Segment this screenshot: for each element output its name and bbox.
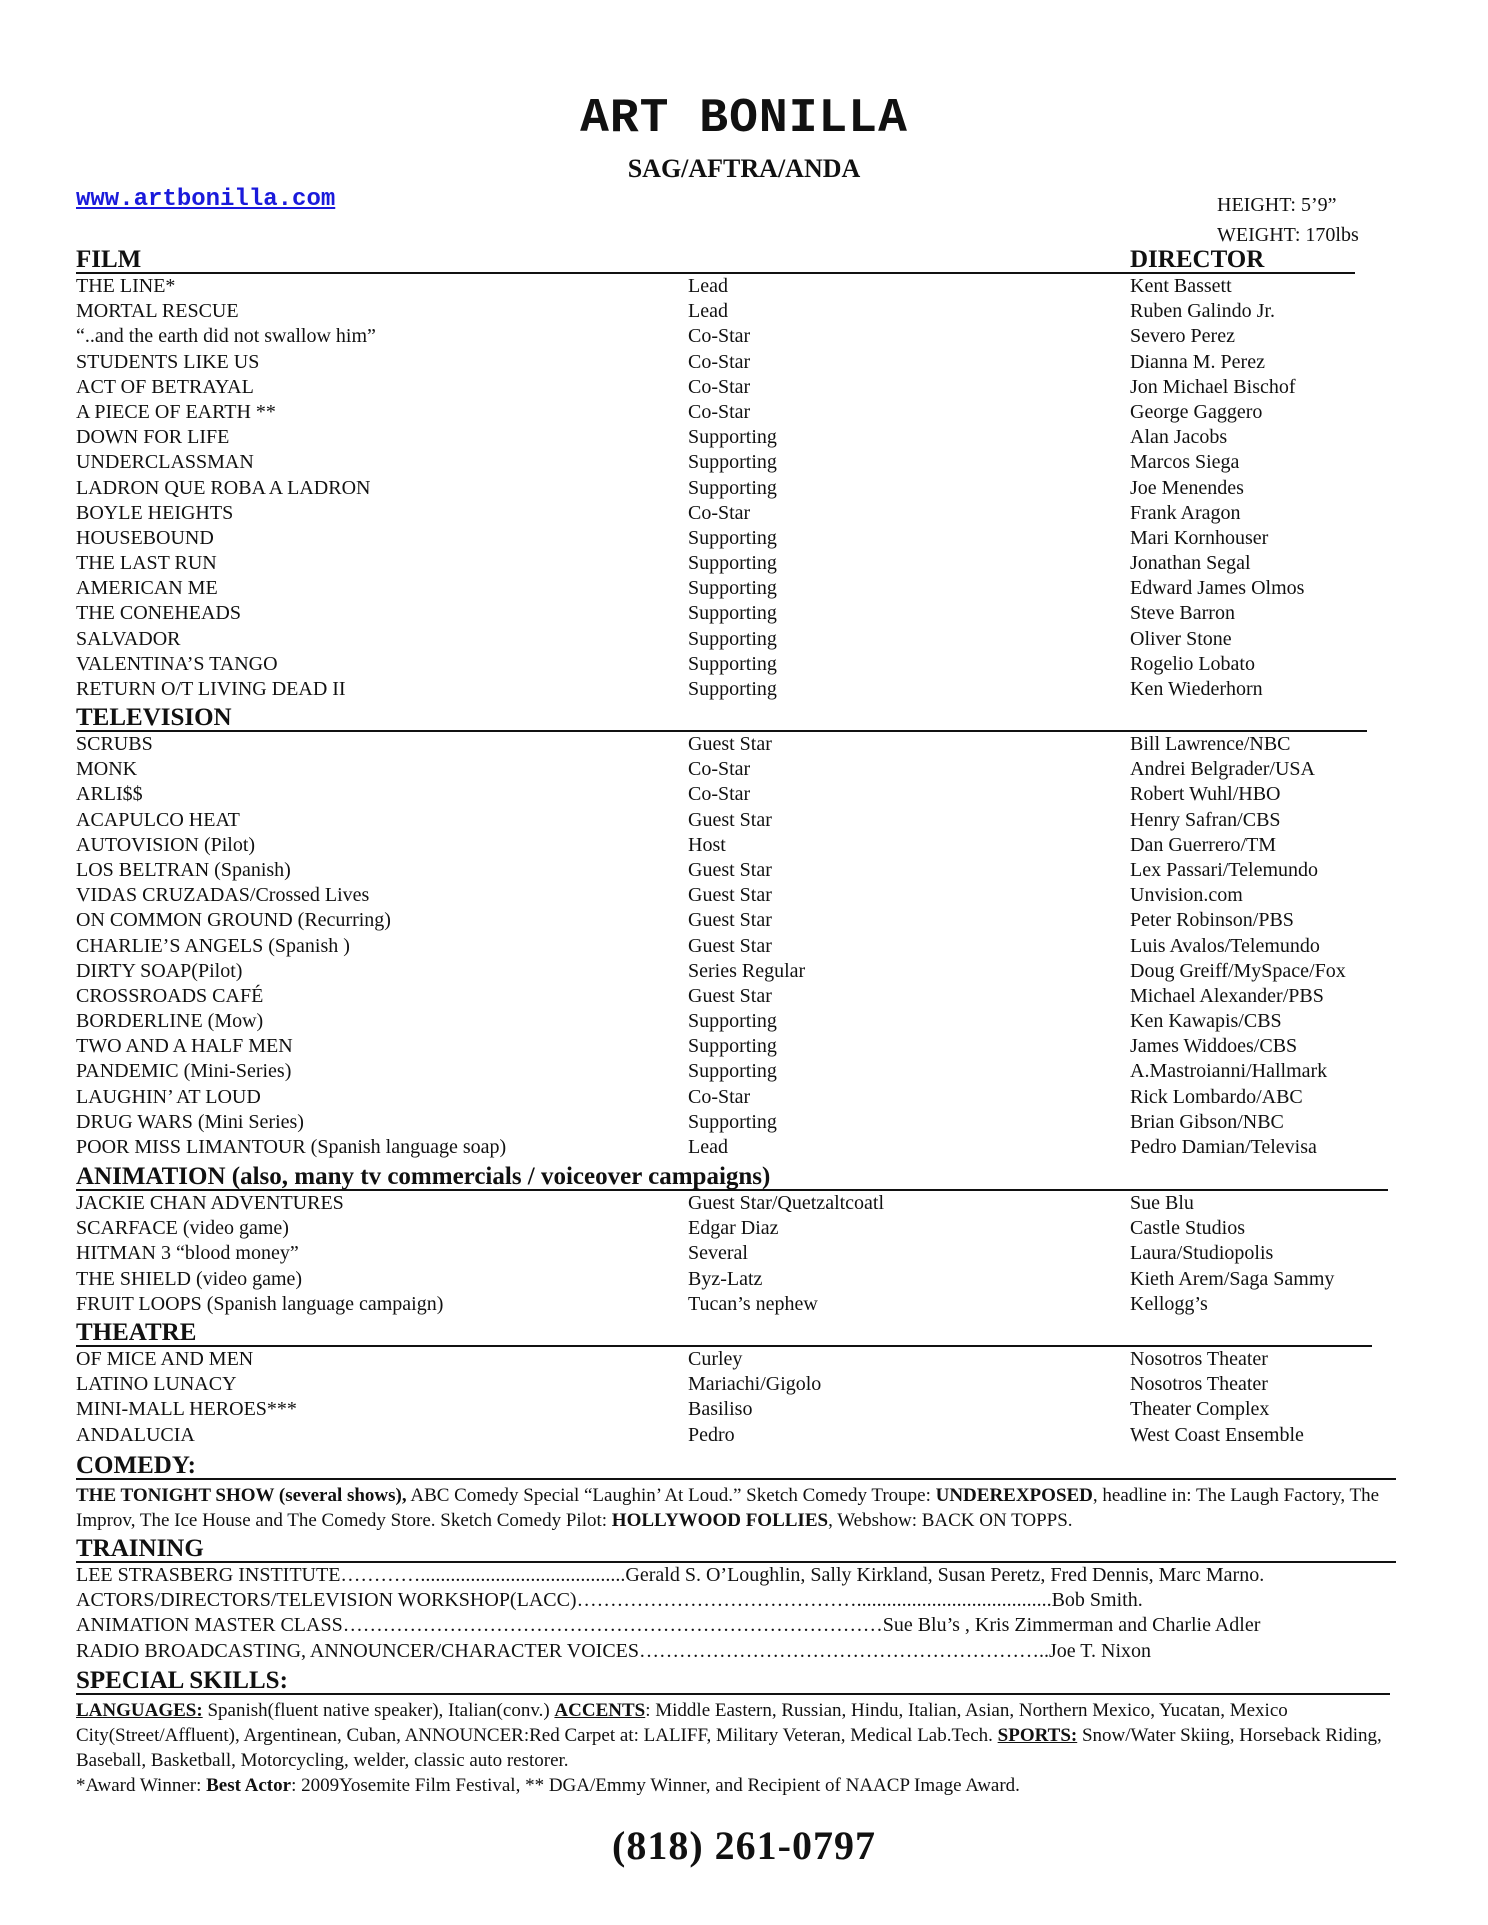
credit-role: Supporting — [688, 1010, 777, 1033]
credit-title: A PIECE OF EARTH ** — [76, 400, 276, 423]
credit-title: OF MICE AND MEN — [76, 1348, 254, 1370]
credit-title: CHARLIE’S ANGELS (Spanish ) — [76, 934, 350, 957]
credit-title: SALVADOR — [76, 627, 181, 650]
television-credit-row — [76, 1135, 1372, 1160]
skills-heading: SPECIAL SKILLS: — [76, 1668, 1390, 1695]
comedy-text-3: , Webshow: BACK ON TOPPS. — [828, 1510, 1073, 1531]
credit-role: Edgar Diaz — [688, 1217, 779, 1240]
training-section — [76, 1536, 1410, 1664]
credit-title: THE SHIELD (video game) — [76, 1267, 303, 1290]
credit-director: Lex Passari/Telemundo — [1130, 858, 1318, 881]
television-credit-row — [76, 934, 1372, 959]
credit-director: George Gaggero — [1130, 400, 1263, 423]
credit-director: Marcos Siega — [1130, 451, 1240, 474]
award-note — [76, 1773, 1416, 1798]
credit-role: Byz-Latz — [688, 1267, 763, 1290]
film-credit-row — [76, 526, 1372, 551]
credit-role: Curley — [688, 1348, 743, 1370]
credit-title: BOYLE HEIGHTS — [76, 501, 234, 524]
credit-director: Unvision.com — [1130, 884, 1243, 907]
credit-title: ACAPULCO HEAT — [76, 808, 240, 831]
credit-director: Jon Michael Bischof — [1130, 375, 1296, 398]
sports-text: Snow/Water Skiing, Horseback Riding, Baseball, Basketball, Motorcycling, welder, classic auto restorer. — [76, 1725, 1382, 1771]
credit-role: Guest Star — [688, 733, 772, 755]
credit-director: Peter Robinson/PBS — [1130, 909, 1294, 932]
credit-title: MINI-MALL HEROES*** — [76, 1398, 297, 1421]
television-credit-row — [76, 883, 1372, 908]
television-credit-row — [76, 1059, 1372, 1084]
credit-director: Dianna M. Perez — [1130, 350, 1265, 373]
film-credit-row — [76, 299, 1372, 324]
comedy-text-2: , headline in: The Laugh Factory, The Improv, The Ice House and The Comedy Store. Sketch Comedy Pilot: — [76, 1485, 1380, 1531]
credit-director: Andrei Belgrader/USA — [1130, 758, 1315, 781]
credit-title: AUTOVISION (Pilot) — [76, 833, 256, 856]
training-item: ANIMATION MASTER CLASS………………………………………………………………………Sue Blu’s , Kris Zimmerman and Charlie Adler — [76, 1614, 1261, 1637]
credit-title: ANDALUCIA — [76, 1423, 195, 1446]
website-link[interactable]: www.artbonilla.com — [76, 186, 336, 213]
credit-title: THE LAST RUN — [76, 552, 217, 575]
theatre-section — [76, 1320, 1372, 1448]
film-credit-row — [76, 274, 1372, 299]
film-credit-row — [76, 627, 1372, 652]
credit-title: VIDAS CRUZADAS/Crossed Lives — [76, 884, 370, 907]
credit-title: ARLI$$ — [76, 783, 143, 806]
credit-role: Pedro — [688, 1423, 735, 1446]
television-heading: TELEVISION — [76, 705, 1367, 732]
credit-director: Brian Gibson/NBC — [1130, 1110, 1284, 1133]
award-suffix: : 2009Yosemite Film Festival, ** DGA/Emmy Winner, and Recipient of NAACP Image Award. — [291, 1775, 1020, 1796]
credit-role: Supporting — [688, 602, 777, 625]
film-credit-row — [76, 576, 1372, 601]
credit-role: Guest Star — [688, 858, 772, 881]
credit-title: FRUIT LOOPS (Spanish language campaign) — [76, 1292, 444, 1315]
credit-role: Guest Star — [688, 909, 772, 932]
credit-role: Co-Star — [688, 1085, 751, 1108]
television-credit-row — [76, 782, 1372, 807]
height-stat: HEIGHT: 5’9” — [1217, 194, 1337, 216]
credit-title: THE LINE* — [76, 275, 176, 297]
credit-role: Supporting — [688, 627, 777, 650]
animation-credit-row — [76, 1241, 1372, 1266]
television-credit-row — [76, 858, 1372, 883]
film-credit-row — [76, 400, 1372, 425]
credit-role: Supporting — [688, 1110, 777, 1133]
comedy-text-1: ABC Comedy Special “Laughin’ At Loud.” Sketch Comedy Troupe: — [406, 1485, 936, 1506]
credit-role: Basiliso — [688, 1398, 753, 1421]
credit-director: Ken Kawapis/CBS — [1130, 1010, 1282, 1033]
credit-director: Mari Kornhouser — [1130, 526, 1269, 549]
theatre-credit-row — [76, 1423, 1372, 1448]
animation-credit-row — [76, 1191, 1372, 1216]
television-credit-row — [76, 833, 1372, 858]
credit-director: Henry Safran/CBS — [1130, 808, 1281, 831]
television-credit-row — [76, 1110, 1372, 1135]
film-credit-row — [76, 677, 1372, 702]
credit-title: PANDEMIC (Mini-Series) — [76, 1060, 292, 1083]
television-credit-row — [76, 1085, 1372, 1110]
animation-section — [76, 1164, 1372, 1317]
credit-director: Alan Jacobs — [1130, 426, 1228, 449]
credit-role: Co-Star — [688, 350, 751, 373]
film-credit-row — [76, 652, 1372, 677]
award-prefix: *Award Winner: — [76, 1775, 207, 1796]
film-credit-row — [76, 324, 1372, 349]
credit-role: Lead — [688, 275, 728, 297]
credit-title: LADRON QUE ROBA A LADRON — [76, 476, 371, 499]
credit-title: TWO AND A HALF MEN — [76, 1035, 293, 1058]
credit-role: Supporting — [688, 652, 777, 675]
credit-director: A.Mastroianni/Hallmark — [1130, 1060, 1328, 1083]
film-credit-row — [76, 350, 1372, 375]
credit-title: HOUSEBOUND — [76, 526, 214, 549]
comedy-bold-3: HOLLYWOOD FOLLIES — [611, 1510, 829, 1531]
credit-title: “..and the earth did not swallow him” — [76, 325, 376, 348]
credit-director: Luis Avalos/Telemundo — [1130, 934, 1320, 957]
languages-label: LANGUAGES: — [76, 1700, 203, 1721]
credit-director: Steve Barron — [1130, 602, 1235, 625]
credit-director: Rick Lombardo/ABC — [1130, 1085, 1303, 1108]
film-credit-row — [76, 601, 1372, 626]
credit-title: BORDERLINE (Mow) — [76, 1010, 264, 1033]
union-affiliations: SAG/AFTRA/ANDA — [627, 154, 861, 183]
credit-role: Supporting — [688, 476, 777, 499]
credit-director: Rogelio Lobato — [1130, 652, 1255, 675]
film-credit-row — [76, 375, 1372, 400]
credit-title: STUDENTS LIKE US — [76, 350, 260, 373]
credit-role: Co-Star — [688, 400, 751, 423]
credit-director: Dan Guerrero/TM — [1130, 833, 1277, 856]
credit-title: MORTAL RESCUE — [76, 300, 239, 323]
weight-stat: WEIGHT: 170lbs — [1217, 224, 1359, 246]
animation-heading: ANIMATION (also, many tv commercials / voiceover campaigns) — [76, 1164, 1388, 1191]
television-credit-row — [76, 1009, 1372, 1034]
film-credit-row — [76, 476, 1372, 501]
animation-credit-row — [76, 1216, 1372, 1241]
television-credit-row — [76, 1034, 1372, 1059]
credit-title: LAUGHIN’ AT LOUD — [76, 1085, 261, 1108]
animation-credits-list — [76, 1191, 1372, 1317]
credit-role: Co-Star — [688, 375, 751, 398]
film-section — [76, 247, 1372, 702]
credit-title: LOS BELTRAN (Spanish) — [76, 858, 291, 881]
skills-section — [76, 1668, 1416, 1798]
credit-title: ON COMMON GROUND (Recurring) — [76, 909, 391, 932]
award-bold: Best Actor — [206, 1775, 292, 1796]
credit-role: Supporting — [688, 678, 777, 700]
film-credit-row — [76, 551, 1372, 576]
credit-director: Kieth Arem/Saga Sammy — [1130, 1267, 1335, 1290]
credit-title: MONK — [76, 758, 138, 781]
credit-title: DOWN FOR LIFE — [76, 426, 230, 449]
credit-director: Doug Greiff/MySpace/Fox — [1130, 959, 1346, 982]
theatre-credits-list — [76, 1347, 1372, 1448]
sports-label: SPORTS: — [997, 1725, 1078, 1746]
credit-role: Co-Star — [688, 783, 751, 806]
comedy-heading: COMEDY: — [76, 1453, 1396, 1480]
television-credit-row — [76, 908, 1372, 933]
credit-role: Series Regular — [688, 959, 806, 982]
physical-stats — [1217, 190, 1359, 250]
credit-director: Jonathan Segal — [1130, 552, 1251, 575]
film-credit-row — [76, 501, 1372, 526]
credit-director: Kellogg’s — [1130, 1292, 1208, 1315]
credit-director: Theater Complex — [1130, 1398, 1270, 1421]
credit-director: Oliver Stone — [1130, 627, 1232, 650]
television-credit-row — [76, 757, 1372, 782]
credit-role: Several — [688, 1242, 748, 1265]
animation-credit-row — [76, 1292, 1372, 1317]
credit-director: Nosotros Theater — [1130, 1348, 1268, 1370]
credit-role: Guest Star — [688, 934, 772, 957]
credit-role: Supporting — [688, 426, 777, 449]
film-credit-row — [76, 450, 1372, 475]
credit-role: Co-Star — [688, 501, 751, 524]
training-item: ACTORS/DIRECTORS/TELEVISION WORKSHOP(LACC)…………………………………….......................................Bob Smith. — [76, 1589, 1143, 1612]
television-credit-row — [76, 984, 1372, 1009]
languages-text: Spanish(fluent native speaker), Italian(conv.) — [202, 1700, 555, 1721]
credit-director: Ken Wiederhorn — [1130, 678, 1263, 700]
credit-director: Bill Lawrence/NBC — [1130, 733, 1291, 755]
television-section — [76, 705, 1372, 1160]
credit-role: Supporting — [688, 1035, 777, 1058]
credit-title: VALENTINA’S TANGO — [76, 652, 278, 675]
television-credits-list — [76, 732, 1372, 1160]
credit-role: Mariachi/Gigolo — [688, 1373, 822, 1396]
television-credit-row — [76, 732, 1372, 757]
training-list — [76, 1563, 1410, 1664]
credit-title: DIRTY SOAP(Pilot) — [76, 959, 243, 982]
credit-director: Michael Alexander/PBS — [1130, 984, 1324, 1007]
comedy-description — [76, 1483, 1410, 1533]
credit-title: RETURN O/T LIVING DEAD II — [76, 678, 346, 700]
film-credits-list — [76, 274, 1372, 702]
credit-title: JACKIE CHAN ADVENTURES — [76, 1192, 344, 1214]
credit-role: Lead — [688, 300, 728, 323]
film-heading-label: FILM — [76, 246, 142, 273]
credit-title: LATINO LUNACY — [76, 1373, 237, 1396]
comedy-section — [76, 1453, 1410, 1533]
credit-director: Pedro Damian/Televisa — [1130, 1136, 1317, 1158]
credit-role: Supporting — [688, 1060, 777, 1083]
credit-title: UNDERCLASSMAN — [76, 451, 254, 474]
credit-director: Frank Aragon — [1130, 501, 1241, 524]
skills-description — [76, 1698, 1416, 1773]
comedy-bold-1: THE TONIGHT SHOW (several shows), — [76, 1485, 407, 1506]
credit-role: Supporting — [688, 526, 777, 549]
film-credit-row — [76, 425, 1372, 450]
credit-director: Kent Bassett — [1130, 275, 1232, 297]
accents-label: ACCENTS — [554, 1700, 646, 1721]
credit-title: POOR MISS LIMANTOUR (Spanish language soap) — [76, 1136, 507, 1158]
theatre-credit-row — [76, 1397, 1372, 1422]
credit-director: Laura/Studiopolis — [1130, 1242, 1274, 1265]
credit-title: AMERICAN ME — [76, 577, 218, 600]
credit-title: CROSSROADS CAFÉ — [76, 984, 264, 1007]
credit-director: West Coast Ensemble — [1130, 1423, 1304, 1446]
animation-credit-row — [76, 1267, 1372, 1292]
credit-director: Robert Wuhl/HBO — [1130, 783, 1281, 806]
credit-title: SCARFACE (video game) — [76, 1217, 289, 1240]
credit-director: Castle Studios — [1130, 1217, 1246, 1240]
credit-role: Co-Star — [688, 325, 751, 348]
credit-role: Tucan’s nephew — [688, 1292, 818, 1315]
actor-name: ART BONILLA — [580, 92, 908, 146]
credit-role: Guest Star — [688, 808, 772, 831]
film-heading — [76, 247, 1355, 274]
credit-role: Guest Star — [688, 984, 772, 1007]
director-heading: DIRECTOR — [1130, 246, 1265, 273]
credit-title: THE CONEHEADS — [76, 602, 241, 625]
credit-role: Guest Star/Quetzaltcoatl — [688, 1192, 885, 1214]
credit-title: DRUG WARS (Mini Series) — [76, 1110, 304, 1133]
theatre-heading: THEATRE — [76, 1320, 1372, 1347]
credit-role: Co-Star — [688, 758, 751, 781]
credit-title: SCRUBS — [76, 733, 153, 755]
credit-role: Host — [688, 833, 726, 856]
credit-role: Supporting — [688, 552, 777, 575]
credit-role: Supporting — [688, 577, 777, 600]
theatre-credit-row — [76, 1347, 1372, 1372]
training-heading: TRAINING — [76, 1536, 1396, 1563]
credit-director: Severo Perez — [1130, 325, 1235, 348]
credit-title: HITMAN 3 “blood money” — [76, 1242, 299, 1265]
credit-director: Ruben Galindo Jr. — [1130, 300, 1275, 323]
credit-director: James Widdoes/CBS — [1130, 1035, 1298, 1058]
accents-text: : Middle Eastern, Russian, Hindu, Italian, Asian, Northern Mexico, Yucatan, Mexico City(Street/Affluent), Argentinean, Cuban, ANNOUNCER:Red Carpet at: LALIFF, Military Veteran, Medical Lab.Tech. — [76, 1700, 1288, 1746]
credit-title: ACT OF BETRAYAL — [76, 375, 254, 398]
phone-number: (818) 261-0797 — [612, 1823, 876, 1868]
television-credit-row — [76, 959, 1372, 984]
credit-role: Lead — [688, 1136, 728, 1158]
credit-director: Edward James Olmos — [1130, 577, 1305, 600]
theatre-credit-row — [76, 1372, 1372, 1397]
credit-role: Guest Star — [688, 884, 772, 907]
credit-director: Sue Blu — [1130, 1192, 1194, 1214]
credit-role: Supporting — [688, 451, 777, 474]
comedy-bold-2: UNDEREXPOSED — [935, 1485, 1093, 1506]
training-item: RADIO BROADCASTING, ANNOUNCER/CHARACTER VOICES……………………………………………………..Joe T. Nixon — [76, 1639, 1152, 1662]
credit-director: Nosotros Theater — [1130, 1373, 1268, 1396]
training-item: LEE STRASBERG INSTITUTE………….........................................Gerald S. O’Loughlin, Sally Kirkland, Susan Peretz, Fred Dennis, Marc Marno. — [76, 1564, 1265, 1586]
credit-director: Joe Menendes — [1130, 476, 1244, 499]
television-credit-row — [76, 808, 1372, 833]
